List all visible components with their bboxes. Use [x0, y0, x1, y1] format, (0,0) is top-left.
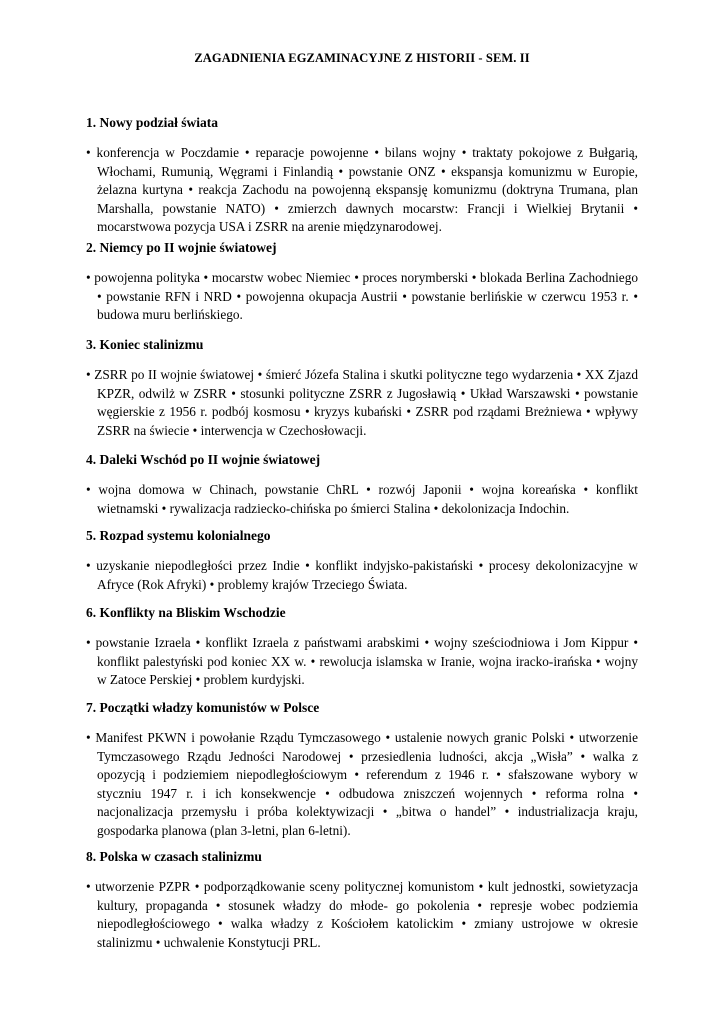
section-body: • powojenna polityka • mocarstw wobec Niemiec • proces norymberski • blokada Berlina Zachodniego • powstanie RFN i NRD • powojenna okupacja Austrii • powstanie berlińskie w czerwcu 1953 r. • budowa muru berlińskiego. [86, 270, 638, 323]
section-body: • konferencja w Poczdamie • reparacje powojenne • bilans wojny • traktaty pokojowe z Bułgarią, Włochami, Rumunią, Węgrami i Finlandią • powstanie ONZ • ekspansja komunizmu w Europie, żelazna kurtyna • reakcja Zachodu na powojenną ekspansję komunizmu (doktryna Trumana, plan Marshalla, powstanie NATO) • zmierzch dawnych mocarstw: Francji i Wielkiej Brytanii • mocarstwowa pozycja USA i ZSRR na arenie międzynarodowej. [86, 145, 638, 235]
section-body: • powstanie Izraela • konflikt Izraela z państwami arabskimi • wojny sześciodniowa i Jom Kippur • konflikt palestyński pod koniec XX w. • rewolucja islamska w Iranie, wojna iracko-irańska • wojny w Zatoce Perskiej • problem kurdyjski. [86, 635, 638, 688]
section-2 [86, 239, 638, 325]
section-heading: 6. Konflikty na Bliskim Wschodzie [86, 605, 286, 620]
section-3 [86, 336, 638, 440]
section-8 [86, 848, 638, 952]
section-1 [86, 114, 638, 237]
document-title: ZAGADNIENIA EGZAMINACYJNE Z HISTORII - SEM. II [194, 51, 530, 65]
section-heading: 2. Niemcy po II wojnie światowej [86, 240, 277, 255]
section-heading: 8. Polska w czasach stalinizmu [86, 849, 262, 864]
section-heading: 1. Nowy podział świata [86, 115, 219, 130]
section-heading: 5. Rozpad systemu kolonialnego [86, 528, 271, 543]
section-body: • ZSRR po II wojnie światowej • śmierć Józefa Stalina i skutki polityczne tego wydarzenia • XX Zjazd KPZR, odwilż w ZSRR • stosunki polityczne ZSRR z Jugosławią • Układ Warszawski • powstanie węgierskie z 1956 r. podbój kosmosu • kryzys kubański • ZSRR pod rządami Breżniewa • wpływy ZSRR na świecie • interwencja w Czechosłowacji. [86, 367, 638, 438]
section-heading: 3. Koniec stalinizmu [86, 337, 204, 352]
section-6 [86, 604, 638, 690]
section-4 [86, 451, 638, 518]
section-5 [86, 527, 638, 594]
section-body: • wojna domowa w Chinach, powstanie ChRL • rozwój Japonii • wojna koreańska • konflikt wietnamski • rywalizacja radziecko-chińska po śmierci Stalina • dekolonizacja Indochin. [86, 482, 638, 516]
section-body: • uzyskanie niepodległości przez Indie • konflikt indyjsko-pakistański • procesy dekolonizacyjne w Afryce (Rok Afryki) • problemy krajów Trzeciego Świata. [86, 558, 638, 592]
section-heading: 7. Początki władzy komunistów w Polsce [86, 700, 320, 715]
section-body: • Manifest PKWN i powołanie Rządu Tymczasowego • ustalenie nowych granic Polski • utworzenie Tymczasowego Rządu Jedności Narodowej • przesiedlenia ludności, akcja „Wisła” • walka z opozycją i podziemiem niepodległościowym • referendum z 1946 r. • sfałszowane wybory w styczniu 1947 r. i ich konsekwencje • odbudowa zniszczeń wojennych • reforma rolna • nacjonalizacja przemysłu i próba kolektywizacji • „bitwa o handel” • industrializacja kraju, gospodarka planowa (plan 3-letni, plan 6-letni). [86, 730, 638, 838]
section-body: • utworzenie PZPR • podporządkowanie sceny politycznej komunistom • kult jednostki, sowietyzacja kultury, propaganda • stosunek władzy do młode- go pokolenia • represje wobec podziemia niepodległościowego • walka władzy z Kościołem katolickim • zmiany ustrojowe w okresie stalinizmu • uchwalenie Konstytucji PRL. [86, 879, 638, 950]
section-7 [86, 699, 638, 841]
section-heading: 4. Daleki Wschód po II wojnie światowej [86, 452, 321, 467]
